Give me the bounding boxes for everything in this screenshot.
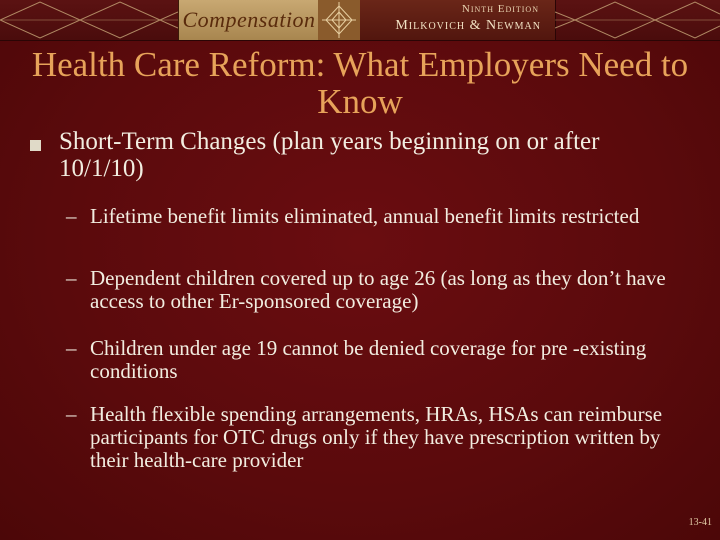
page-number: 13-41 [688,517,712,528]
square-bullet-icon [30,140,41,151]
sub-bullet-text: Children under age 19 cannot be denied coverage for pre -existing conditions [90,336,647,383]
sub-bullet [66,403,696,472]
decorative-ornament-icon [318,0,361,40]
slide-title: Health Care Reform: What Employers Need to Know [31,45,689,121]
sub-bullet-text: Lifetime benefit limits eliminated, annual benefit limits restricted [90,204,640,228]
main-bullet-text: Short-Term Changes (plan years beginning on or after 10/1/10) [59,128,600,182]
decorative-lattice-left [0,0,178,40]
sub-bullet-text: Health flexible spending arrangements, HRAs, HSAs can reimburse participants for OTC drugs only if they have prescription written by their health-care provider [90,402,663,472]
sub-bullet [66,267,696,313]
dash-bullet: – [66,336,77,360]
book-title: Compensation [178,0,320,40]
decorative-lattice-right [555,0,720,40]
edition-box [360,0,556,40]
header-banner [0,0,720,41]
main-bullet [30,128,690,182]
dash-bullet: – [66,266,77,290]
dash-bullet: – [66,402,77,426]
authors-label: Milkovich & Newman [395,18,541,33]
dash-bullet: – [66,204,77,228]
sub-bullet-text: Dependent children covered up to age 26 (as long as they don’t have access to other Er-sponsored coverage) [90,266,666,313]
sub-bullet [66,205,696,228]
sub-bullet [66,337,696,383]
edition-label: Ninth Edition [461,3,539,15]
